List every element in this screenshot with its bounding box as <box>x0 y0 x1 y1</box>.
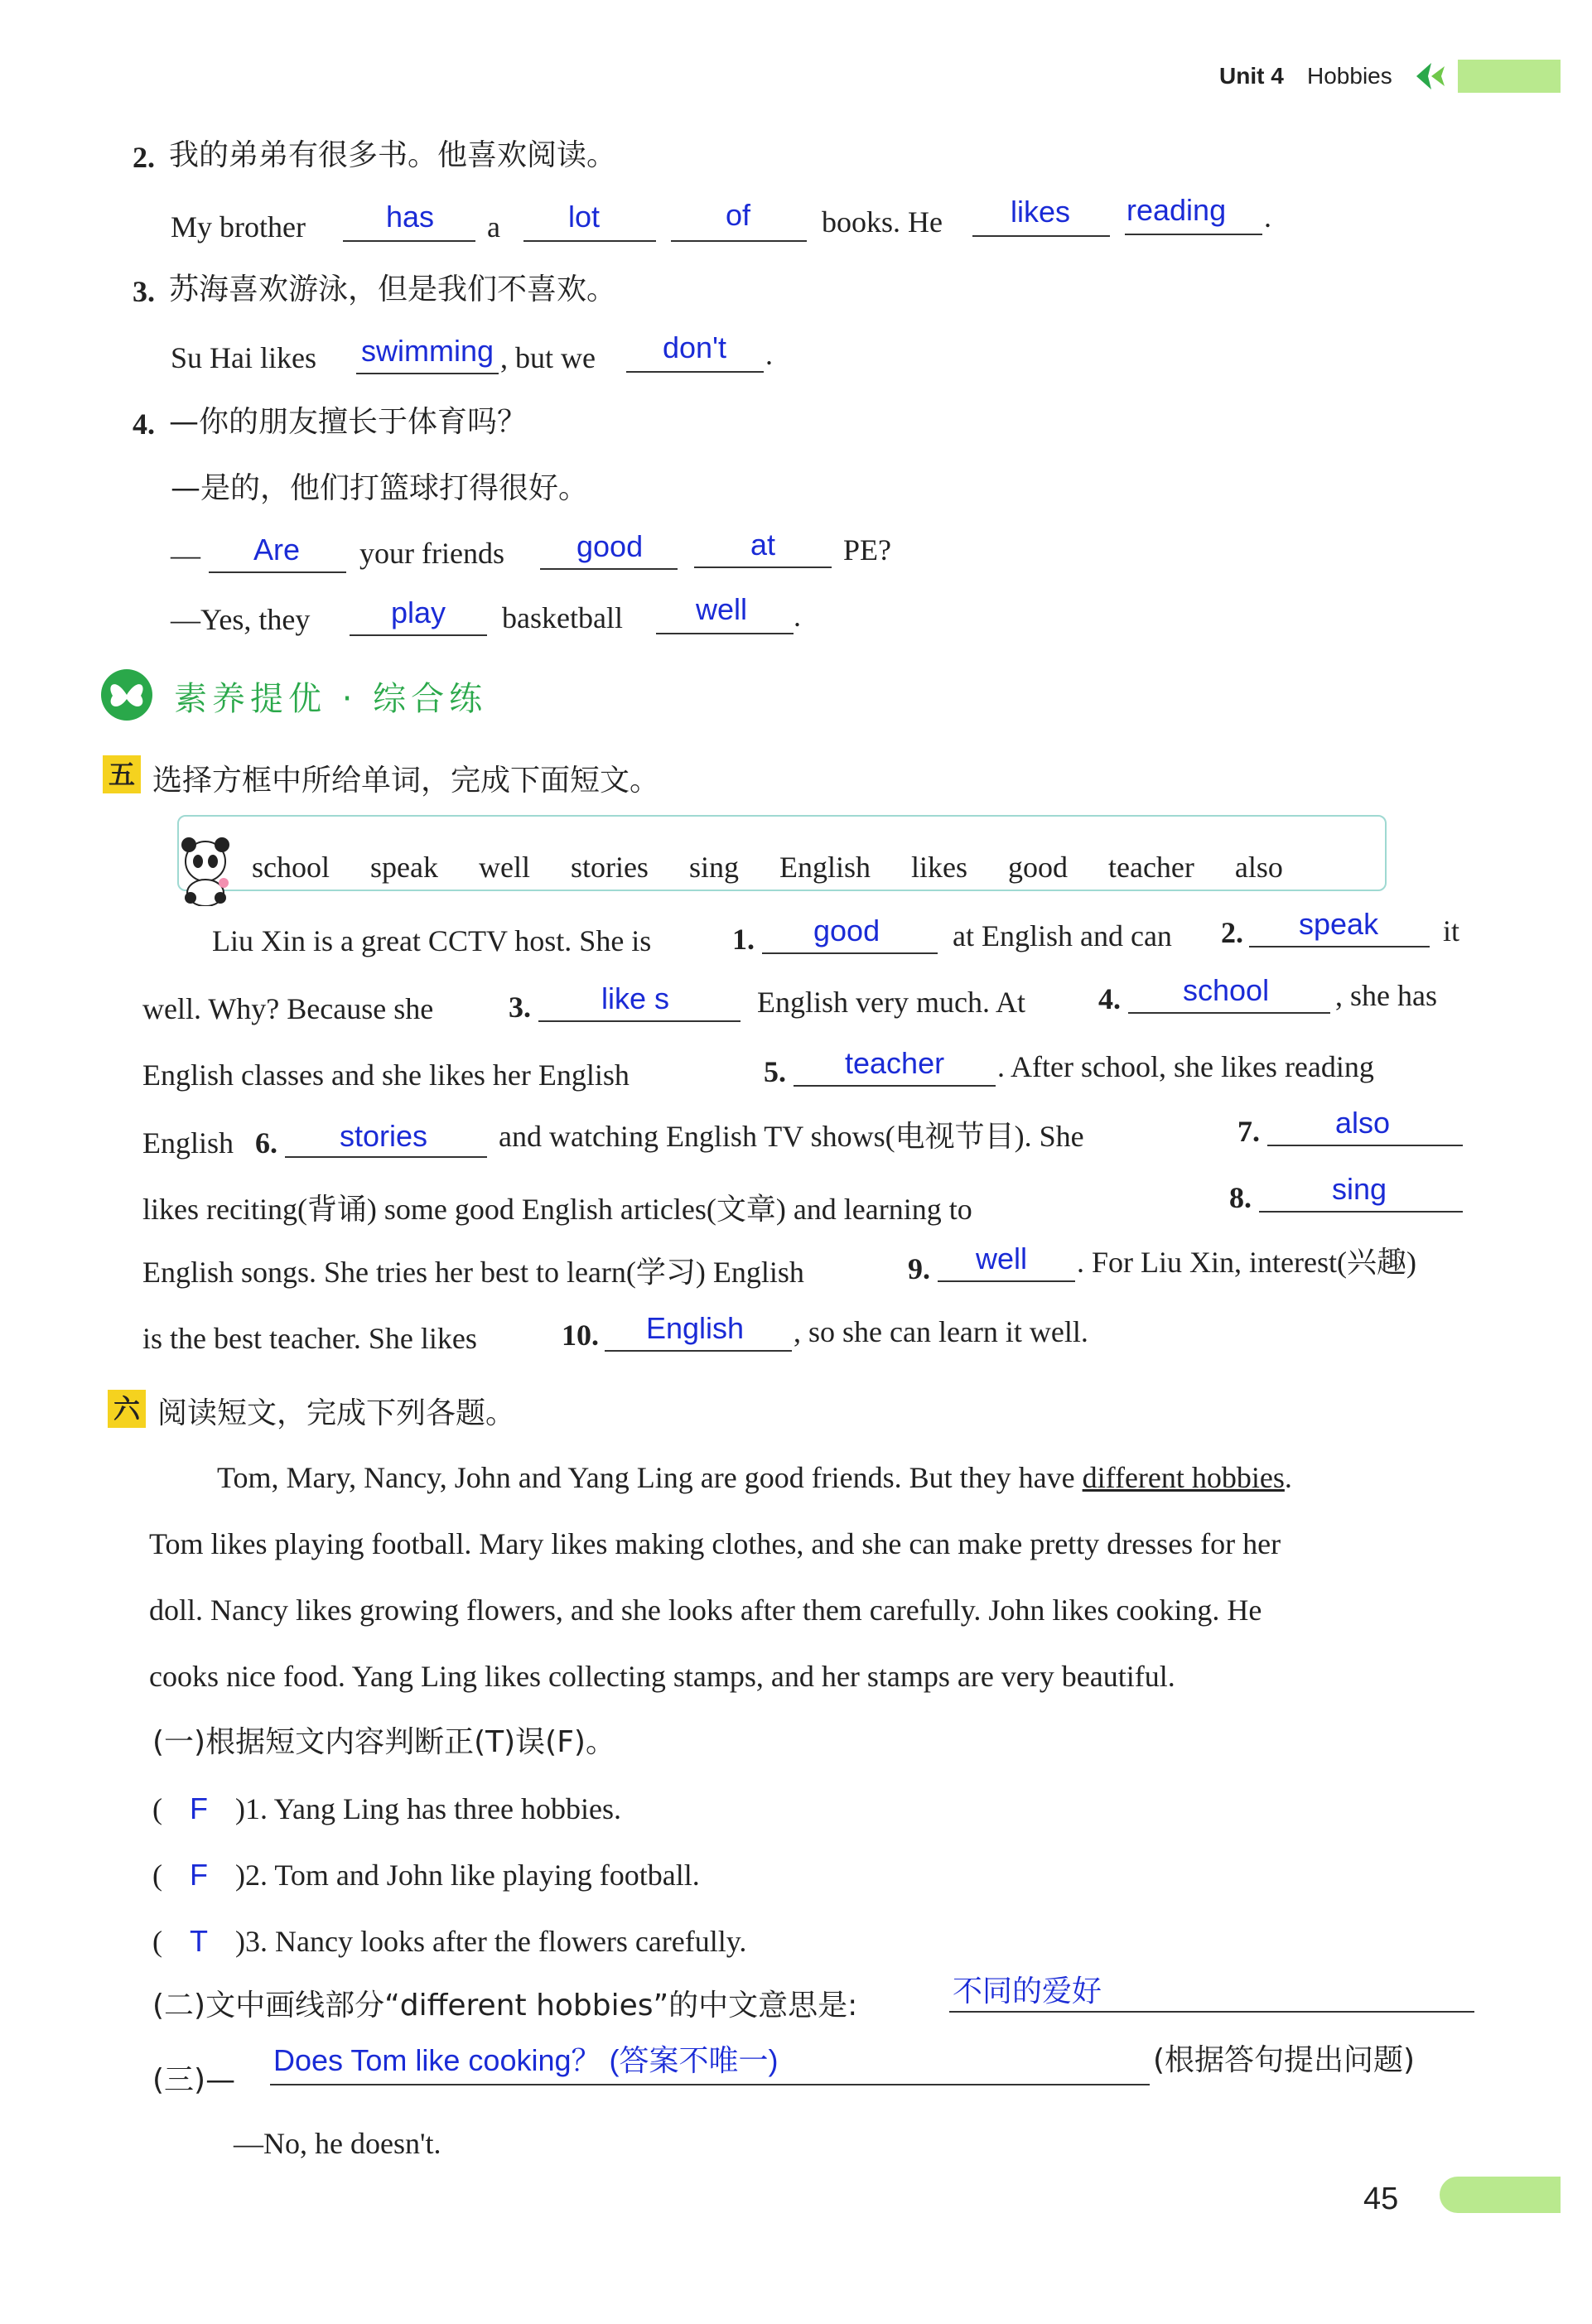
p6-sub3: (三)— <box>152 2063 236 2097</box>
word-speak: speak <box>370 851 438 884</box>
p5-blank-3[interactable] <box>538 1020 741 1022</box>
q4-answer-4: play <box>391 595 446 629</box>
q2-number: 2. <box>133 141 155 174</box>
part6-tag <box>108 1390 146 1428</box>
p5-line7-b: , so she can learn it well. <box>794 1315 1088 1348</box>
q4-number: 4. <box>133 407 155 441</box>
q4-end: . <box>794 600 801 633</box>
p5-blank-7[interactable] <box>1267 1145 1463 1146</box>
part5-tag-label: 五 <box>103 755 141 793</box>
tf-open-paren: ( <box>152 1925 162 1958</box>
q4-blank-2[interactable] <box>540 568 678 570</box>
q3-end: . <box>765 338 773 371</box>
p5-num-1: 1. <box>732 923 755 956</box>
word-english: English <box>779 851 871 884</box>
p5-num-9: 9. <box>908 1252 930 1285</box>
p5-line2-a: well. Why? Because she <box>142 992 434 1025</box>
tf-statement-3: 3. Nancy looks after the flowers carefully. <box>245 1925 747 1958</box>
p5-num-4: 4. <box>1098 982 1121 1015</box>
part5-tag <box>103 755 141 793</box>
q4-answer-1: Are <box>253 533 301 567</box>
part5-instruction: 选择方框中所给单词，完成下面短文。 <box>152 764 660 798</box>
word-good: good <box>1007 851 1068 884</box>
header-topic: Hobbies <box>1307 63 1392 89</box>
tf-close-paren: ) <box>235 1925 245 1958</box>
tf-statement-1: 1. Yang Ling has three hobbies. <box>245 1792 621 1825</box>
word-school: school <box>252 851 330 884</box>
q4-blank-4[interactable] <box>350 634 487 636</box>
tf-answer-1[interactable]: F <box>190 1791 208 1825</box>
p5-answer-2: speak <box>1299 907 1379 941</box>
panda-icon <box>174 837 237 906</box>
p5-num-3: 3. <box>509 991 531 1024</box>
section-title: 素养提优 · 综合练 <box>174 680 488 718</box>
q3-answer-2: don't <box>663 330 726 364</box>
p5-blank-6[interactable] <box>285 1156 487 1158</box>
q2-answer-1: has <box>386 200 435 234</box>
q4-text-c: —Yes, they <box>171 603 311 636</box>
p6-para-line1-text: Tom, Mary, Nancy, John and Yang Ling are good friends. But they have <box>217 1461 1075 1494</box>
q4-text-a: your friends <box>359 537 504 570</box>
p5-answer-10: English <box>646 1311 745 1345</box>
p5-line6-b: . For Liu Xin, interest(兴趣) <box>1077 1246 1416 1279</box>
p5-blank-8[interactable] <box>1259 1211 1463 1213</box>
q4-prompt-2: —是的，他们打篮球打得很好。 <box>171 471 589 505</box>
q2-blank-2[interactable] <box>523 240 656 242</box>
q4-text-d: basketball <box>502 601 623 634</box>
p6-sub2: (二)文中画线部分“different hobbies”的中文意思是: <box>152 1989 858 2023</box>
tf-close-paren: ) <box>235 1792 245 1825</box>
q4-prompt-1: —你的朋友擅长于体育吗？ <box>169 405 528 439</box>
p5-answer-9: well <box>976 1242 1028 1275</box>
part6-instruction: 阅读短文，完成下列各题。 <box>157 1396 516 1430</box>
p5-blank-5[interactable] <box>794 1085 996 1087</box>
q2-answer-2: lot <box>568 200 601 234</box>
q3-prompt: 苏海喜欢游泳，但是我们不喜欢。 <box>169 272 617 306</box>
p6-sub3-blank[interactable] <box>270 2084 1150 2085</box>
p6-sub3-hint: (根据答句提出问题) <box>1153 2043 1416 2077</box>
p5-blank-2[interactable] <box>1249 946 1430 947</box>
q3-text-a: Su Hai likes <box>171 341 316 374</box>
q2-blank-3[interactable] <box>671 240 807 242</box>
header-unit: Unit 4 <box>1219 63 1284 89</box>
p5-line1-c: it <box>1443 914 1460 947</box>
q4-blank-5[interactable] <box>656 633 794 634</box>
p5-line4-b: and watching English TV shows(电视节目). She <box>499 1120 1084 1153</box>
q2-answer-4: likes <box>1011 195 1071 229</box>
p5-blank-1[interactable] <box>762 952 938 954</box>
p6-tf-row-3 <box>152 1923 746 1960</box>
q3-text-b: , but we <box>500 341 596 374</box>
p6-para-line4: cooks nice food. Yang Ling likes collecting stamps, and her stamps are very beautiful. <box>149 1660 1175 1693</box>
q4-blank-3[interactable] <box>694 567 832 568</box>
q2-blank-1[interactable] <box>343 240 475 242</box>
q2-prompt: 我的弟弟有很多书。他喜欢阅读。 <box>169 138 617 172</box>
p5-blank-4[interactable] <box>1128 1012 1330 1014</box>
q4-dash: — <box>171 538 200 571</box>
p6-underlined-phrase: different hobbies <box>1082 1461 1285 1494</box>
p6-sub3-answer: Does Tom like cooking？ (答案不唯一) <box>273 2043 779 2077</box>
q4-text-b: PE? <box>843 533 891 567</box>
p5-answer-4: school <box>1183 973 1270 1007</box>
word-stories: stories <box>570 851 649 884</box>
p5-num-5: 5. <box>764 1055 786 1088</box>
p5-line6-a: English songs. She tries her best to learn(学习) English <box>142 1256 804 1289</box>
p5-line3-b: . After school, she likes reading <box>997 1050 1374 1083</box>
p6-para-line2: Tom likes playing football. Mary likes making clothes, and she can make pretty dresses for her <box>149 1527 1281 1560</box>
q3-blank-2[interactable] <box>626 371 764 373</box>
tf-statement-2: 2. Tom and John like playing football. <box>245 1859 700 1892</box>
tf-close-paren: ) <box>235 1859 245 1892</box>
p5-blank-10[interactable] <box>605 1350 792 1352</box>
p5-num-7: 7. <box>1237 1115 1260 1148</box>
p6-para-line1-end: . <box>1284 1461 1292 1494</box>
p6-sub2-answer: 不同的爱好 <box>953 1974 1102 2008</box>
p5-line2-c: , she has <box>1335 979 1437 1012</box>
p5-answer-5: teacher <box>845 1046 945 1080</box>
word-list <box>252 850 1316 885</box>
p5-answer-8: sing <box>1332 1172 1387 1206</box>
word-likes: likes <box>910 851 967 884</box>
word-well: well <box>478 851 530 884</box>
tf-answer-2[interactable]: F <box>190 1858 208 1892</box>
butterfly-icon <box>99 668 154 722</box>
tf-open-paren: ( <box>152 1859 162 1892</box>
q3-answer-1: swimming <box>361 334 494 368</box>
tf-open-paren: ( <box>152 1792 162 1825</box>
p5-answer-7: also <box>1335 1106 1391 1140</box>
p5-line3-a: English classes and she likes her English <box>142 1058 630 1092</box>
q3-blank-1[interactable] <box>356 373 499 374</box>
header-bar <box>1458 60 1561 93</box>
q4-answer-5: well <box>696 592 748 626</box>
q2-answer-5: reading <box>1126 193 1227 227</box>
tf-answer-3[interactable]: T <box>190 1924 208 1958</box>
p5-num-8: 8. <box>1229 1181 1252 1214</box>
p5-num-2: 2. <box>1221 916 1243 949</box>
q4-blank-1[interactable] <box>209 571 346 573</box>
p6-para-line1 <box>217 1459 1292 1496</box>
q2-blank-4[interactable] <box>972 235 1110 237</box>
p5-line7-a: is the best teacher. She likes <box>142 1322 477 1355</box>
leaf-icon <box>1413 58 1450 94</box>
word-also: also <box>1234 851 1283 884</box>
p6-tf-row-1 <box>152 1791 621 1827</box>
p5-blank-9[interactable] <box>938 1280 1075 1282</box>
p5-line5-a: likes reciting(背诵) some good English articles(文章) and learning to <box>142 1193 972 1226</box>
p6-reply: —No, he doesn't. <box>234 2127 441 2160</box>
part6-tag-label: 六 <box>108 1390 146 1428</box>
p5-num-6: 6. <box>255 1126 277 1160</box>
q2-answer-3: of <box>726 198 751 232</box>
q4-answer-3: at <box>750 528 776 562</box>
p5-line2-b: English very much. At <box>757 986 1025 1019</box>
p6-sub2-blank[interactable] <box>949 2011 1474 2013</box>
page-number: 45 <box>1363 2182 1399 2216</box>
q2-text-a: My brother <box>171 210 306 243</box>
word-sing: sing <box>688 851 739 884</box>
q4-answer-2: good <box>576 529 644 563</box>
p5-answer-1: good <box>813 914 880 947</box>
p5-line1-a: Liu Xin is a great CCTV host. She is <box>212 924 652 957</box>
p5-num-10: 10. <box>562 1319 599 1352</box>
word-teacher: teacher <box>1107 851 1194 884</box>
p5-answer-3: like s <box>601 981 670 1015</box>
p6-para-line3: doll. Nancy likes growing flowers, and she looks after them carefully. John likes cooking. He <box>149 1594 1262 1627</box>
footer-bar <box>1440 2177 1561 2213</box>
p5-line1-b: at English and can <box>953 919 1172 952</box>
p5-answer-6: stories <box>340 1119 428 1153</box>
p6-tf-row-2 <box>152 1857 700 1893</box>
q2-text-b: a <box>487 210 500 243</box>
p6-sub1: (一)根据短文内容判断正(T)误(F)。 <box>152 1725 615 1759</box>
q2-blank-5[interactable] <box>1125 234 1262 235</box>
p5-line4-a: English <box>142 1126 234 1160</box>
q2-end: . <box>1264 200 1271 234</box>
q2-text-c: books. He <box>822 205 943 239</box>
q3-number: 3. <box>133 275 155 308</box>
